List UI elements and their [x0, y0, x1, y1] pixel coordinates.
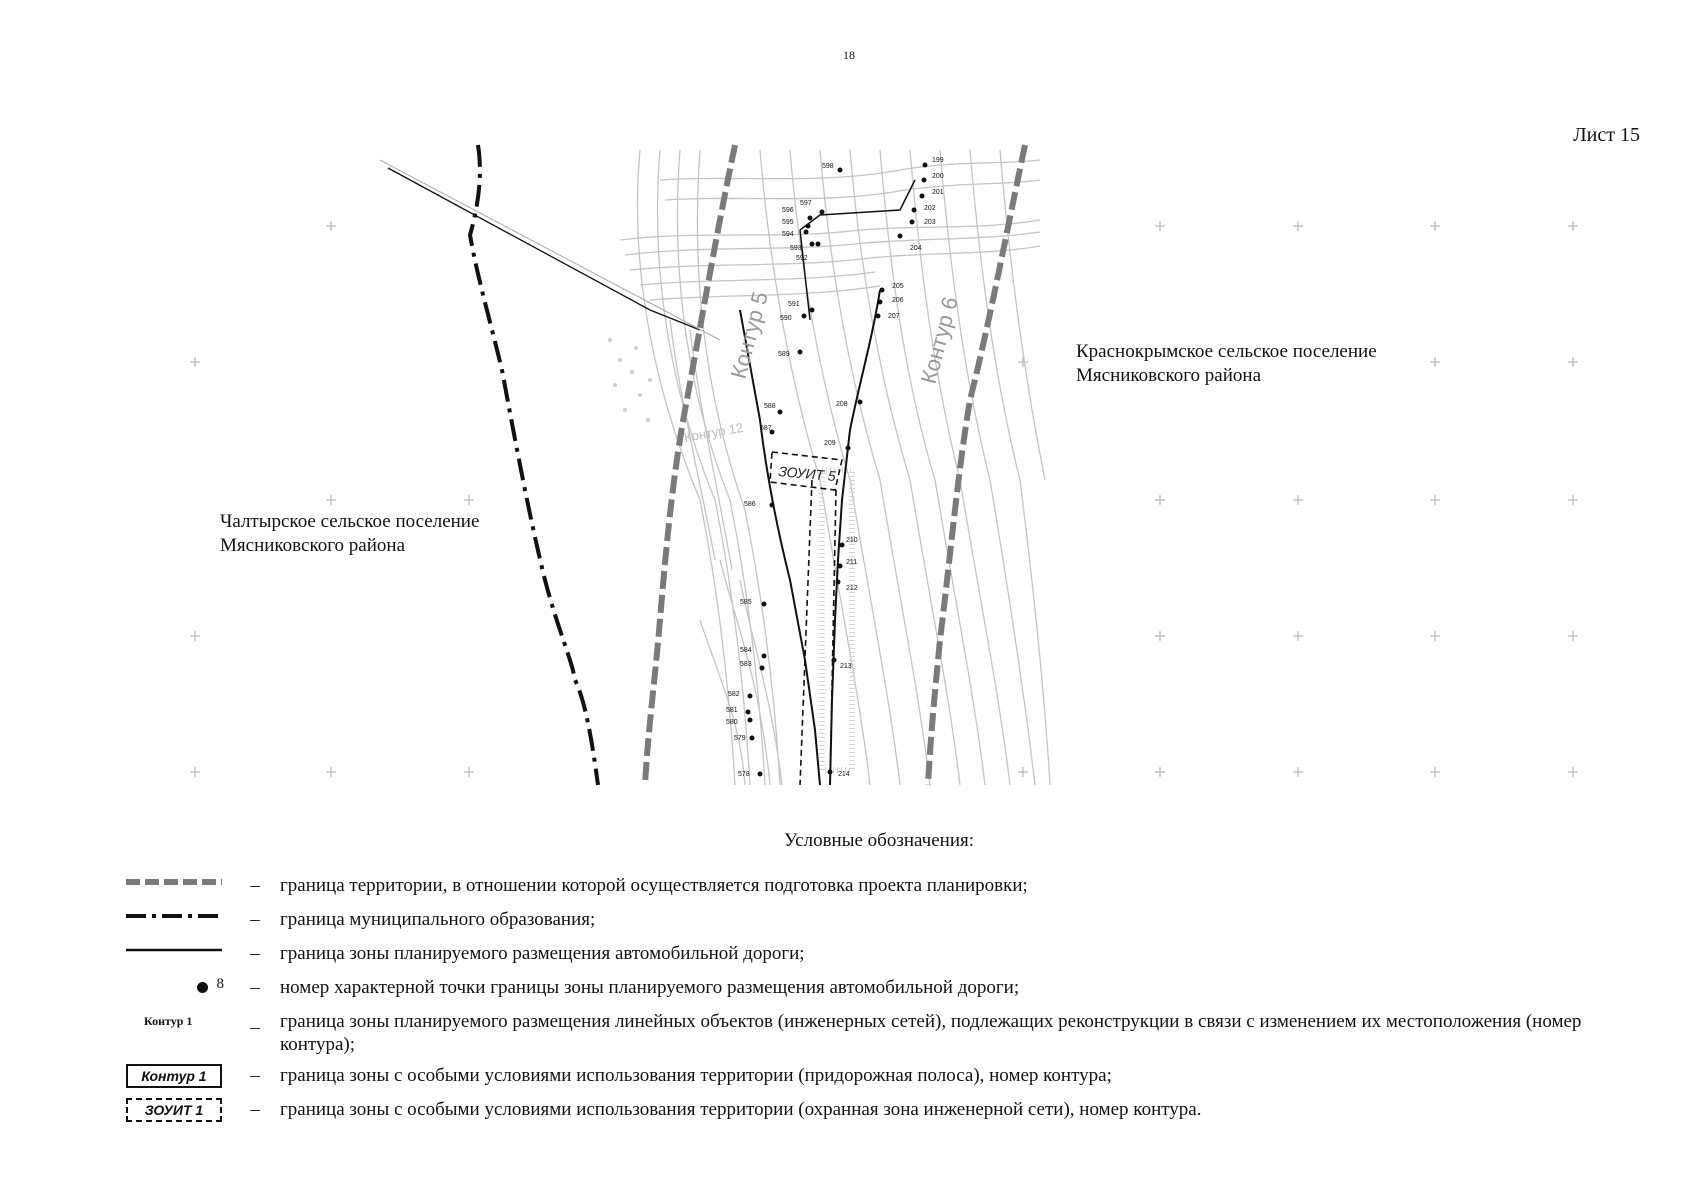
svg-text:580: 580 [726, 719, 738, 726]
svg-text:209: 209 [824, 440, 836, 447]
svg-text:578: 578 [738, 771, 750, 778]
contour-label-zouit-5: ЗОУИТ 5 [777, 463, 837, 484]
svg-text:212: 212 [846, 585, 858, 592]
svg-text:582: 582 [728, 691, 740, 698]
legend-text: граница зоны планируемого размещения линейных объектов (инженерных сетей), подлежащих реконструкции в связи с изменением их местоположения (номер контура); [280, 1011, 1582, 1055]
svg-text:583: 583 [740, 661, 752, 668]
legend-dash: – [250, 909, 260, 930]
existing-line-diagonal-gray [380, 160, 720, 340]
legend-symbol-solid-line [120, 942, 230, 968]
legend-text: граница зоны планируемого размещения автомобильной дороги; [280, 943, 805, 964]
legend-text: номер характерной точки границы зоны планируемого размещения автомобильной дороги; [280, 977, 1020, 998]
legend-symbol-text: Контур 1 [126, 1064, 222, 1088]
svg-text:591: 591 [788, 301, 800, 308]
contour-label-6: Контур 6 [915, 293, 963, 387]
legend-symbol-dash-dot-line [120, 908, 230, 934]
contour-label-12: Контур 12 [682, 419, 745, 445]
svg-text:205: 205 [892, 283, 904, 290]
point-marker-icon [197, 982, 208, 993]
settlement-label-krasnokrymskoe [1076, 340, 1377, 388]
svg-text:203: 203 [924, 219, 936, 226]
svg-text:208: 208 [836, 401, 848, 408]
legend-dash: – [250, 977, 260, 998]
contour-label-5: Контур 5 [725, 288, 773, 382]
settlement-right-line2: Мясниковского района [1076, 365, 1261, 386]
legend-item-roadside-strip [120, 1064, 1630, 1090]
existing-line-diagonal [388, 168, 700, 330]
legend-symbol-text: ЗОУИТ 1 [126, 1098, 222, 1122]
svg-text:200: 200 [932, 173, 944, 180]
svg-text:595: 595 [782, 219, 794, 226]
svg-text:201: 201 [932, 189, 944, 196]
legend-symbol-point-marker [120, 976, 230, 1002]
svg-text:594: 594 [782, 231, 794, 238]
sheet-label: Лист 15 [1573, 124, 1640, 146]
svg-text:596: 596 [782, 207, 794, 214]
legend-symbol-gray-dashed-line [120, 874, 230, 900]
svg-text:207: 207 [888, 313, 900, 320]
legend-symbol-contour-text [120, 1010, 230, 1036]
svg-text:584: 584 [740, 647, 752, 654]
svg-text:585: 585 [740, 599, 752, 606]
svg-text:213: 213 [840, 663, 852, 670]
svg-text:210: 210 [846, 537, 858, 544]
legend-dash: – [250, 875, 260, 896]
svg-text:597: 597 [800, 200, 812, 207]
svg-text:581: 581 [726, 707, 738, 714]
svg-text:588: 588 [764, 403, 776, 410]
legend-symbol-dashed-boxed-label [120, 1098, 230, 1124]
grid-crosses [190, 221, 1578, 777]
legend-dash: – [250, 1099, 260, 1120]
settlement-right-line1: Краснокрымское сельское поселение [1076, 341, 1377, 362]
points-right [824, 157, 944, 778]
legend-text: граница территории, в отношении которой осуществляется подготовка проекта планировки; [280, 875, 1028, 896]
svg-text:590: 590 [780, 315, 792, 322]
legend-symbol-text: Контур 1 [144, 1014, 193, 1028]
settlement-label-chaltyrskoe [220, 510, 479, 558]
legend-text: граница зоны с особыми условиями использования территории (охранная зона инженерной сети), номер контура. [280, 1099, 1202, 1120]
svg-text:204: 204 [910, 245, 922, 252]
planning-territory-boundary-right [928, 145, 1025, 785]
settlement-left-line2: Мясниковского района [220, 535, 405, 556]
legend-item-municipal-boundary [120, 908, 1630, 934]
svg-text:211: 211 [846, 559, 858, 566]
legend [120, 874, 1630, 1132]
legend-item-road-zone [120, 942, 1630, 968]
hatched-areas [608, 338, 652, 422]
svg-text:214: 214 [838, 771, 850, 778]
legend-symbol-text: 8 [216, 976, 224, 992]
svg-text:579: 579 [734, 735, 746, 742]
legend-item-planning-boundary [120, 874, 1630, 900]
legend-text: граница муниципального образования; [280, 909, 596, 930]
legend-item-point-number [120, 976, 1630, 1002]
settlement-left-line1: Чалтырское сельское поселение [220, 511, 480, 532]
legend-item-linear-objects [120, 1010, 1630, 1056]
svg-text:598: 598 [822, 163, 834, 170]
legend-text: граница зоны с особыми условиями использования территории (придорожная полоса), номер контура; [280, 1065, 1112, 1086]
legend-dash: – [250, 1017, 260, 1038]
svg-text:592: 592 [796, 255, 808, 262]
svg-text:202: 202 [924, 205, 936, 212]
legend-dash: – [250, 1065, 260, 1086]
legend-item-protection-zone [120, 1098, 1630, 1124]
svg-text:589: 589 [778, 351, 790, 358]
svg-text:587: 587 [760, 425, 772, 432]
svg-text:206: 206 [892, 297, 904, 304]
legend-title: Условные обозначения: [783, 830, 975, 851]
svg-text:593: 593 [790, 245, 802, 252]
legend-dash: – [250, 943, 260, 964]
svg-text:199: 199 [932, 157, 944, 164]
page-number: 18 [843, 48, 855, 62]
legend-symbol-boxed-label [120, 1064, 230, 1090]
svg-text:586: 586 [744, 501, 756, 508]
